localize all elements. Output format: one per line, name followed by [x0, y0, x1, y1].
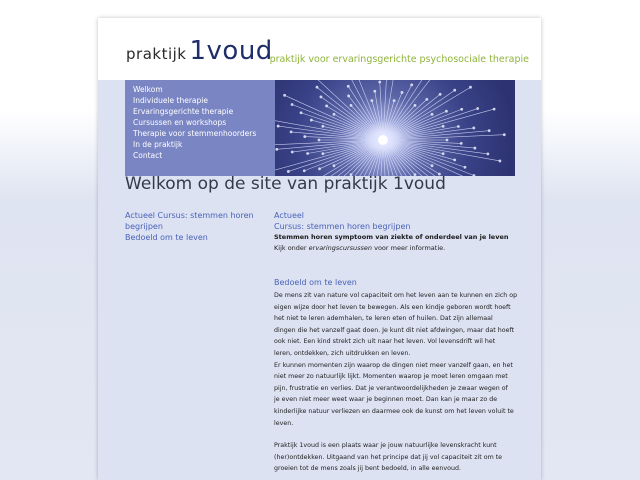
- body-line: pijn, frustratie en verlies. Dat je verantwoordelijkheden je zwaar wegen of: [274, 384, 508, 392]
- site-logo[interactable]: [126, 36, 273, 66]
- body-line: ook niet. Een kind strekt zich uit naar het leven. Vol levensdrift wil het: [274, 338, 496, 346]
- logo-small-text: praktijk: [126, 45, 187, 63]
- main-nav: [125, 80, 275, 176]
- bedoeld-paragraph-1: [274, 290, 518, 429]
- link-actueel-cursus[interactable]: Actueel Cursus: stemmen horen begrijpen: [125, 211, 254, 231]
- course-subtitle: Stemmen horen symptoom van ziekte of onderdeel van je leven: [274, 233, 509, 241]
- body-line: niet meer zo natuurlijk lijkt. Momenten waarop je moet leren omgaan met: [274, 373, 508, 381]
- nav-item-individuele-therapie[interactable]: Individuele therapie: [133, 96, 208, 105]
- body-line: leren, ontdekken, zich uitdrukken en leven.: [274, 349, 411, 357]
- body-line: leven.: [274, 419, 294, 427]
- course-info-prefix: Kijk onder: [274, 244, 309, 252]
- bedoeld-body: [274, 290, 518, 475]
- body-line: (her)ontdekken. Uitgaand van het principe dat jij vol capaciteit zit om te: [274, 453, 503, 461]
- bedoeld-paragraph-2: [274, 440, 514, 475]
- body-line: het niet te leren ademhalen, te leren eten of huilen. Dat zijn allemaal: [274, 315, 493, 323]
- nav-item-ervaringsgerichte-therapie[interactable]: Ervaringsgerichte therapie: [133, 107, 234, 116]
- site-header: [98, 18, 541, 80]
- page-title: Welkom op de site van praktijk 1voud: [125, 174, 446, 194]
- site-tagline: praktijk voor ervaringsgerichte psychosociale therapie: [269, 54, 529, 65]
- link-bedoeld-om-te-leven[interactable]: Bedoeld om te leven: [125, 233, 208, 242]
- bedoeld-heading: Bedoeld om te leven: [274, 278, 357, 287]
- course-info-link[interactable]: ervaringscursussen: [308, 244, 373, 252]
- nav-item-stemmenhoorders[interactable]: Therapie voor stemmenhoorders: [133, 129, 257, 138]
- left-column: [125, 210, 255, 243]
- body-line: kinderlijke natuur verliezen en daarmee ook de kunst om het leven voluit te: [274, 407, 514, 415]
- body-line: Er kunnen momenten zijn waarop de dingen niet meer vanzelf gaan, en het: [274, 361, 513, 369]
- body-line: je even niet meer weet waar je beginnen moet. Dan kan je maar zo de: [274, 396, 498, 404]
- nav-item-welkom[interactable]: Welkom: [133, 85, 163, 94]
- nav-item-in-de-praktijk[interactable]: In de praktijk: [133, 140, 183, 149]
- nav-item-contact[interactable]: Contact: [133, 151, 163, 160]
- body-line: Praktijk 1voud is een plaats waar je jouw natuurlijke levenskracht kunt: [274, 442, 497, 450]
- banner: [125, 80, 515, 176]
- course-link[interactable]: Cursus: stemmen horen begrijpen: [274, 222, 411, 231]
- course-info: [274, 243, 514, 254]
- dandelion-image: [275, 80, 515, 176]
- page-container: [98, 18, 541, 480]
- body-line: eigen wijze door het leven te bewegen. Als een kindje geboren wordt hoeft: [274, 303, 511, 311]
- logo-big-text: 1voud: [189, 36, 273, 66]
- actueel-section: [274, 210, 514, 254]
- body-line: groeien tot de mens zoals jij bent bedoeld, in alle eenvoud.: [274, 465, 461, 473]
- dandelion-seeds-icon: [275, 80, 515, 176]
- actueel-heading: Actueel: [274, 211, 305, 220]
- body-line: De mens zit van nature vol capaciteit om het leven aan te kunnen en zich op: [274, 292, 518, 299]
- body-line: dingen die het vanzelf gaat doen. Je kunt dit niet afdwingen, maar dat hoeft: [274, 326, 515, 334]
- course-info-suffix: voor meer informatie.: [372, 244, 446, 252]
- nav-item-cursussen[interactable]: Cursussen en workshops: [133, 118, 227, 127]
